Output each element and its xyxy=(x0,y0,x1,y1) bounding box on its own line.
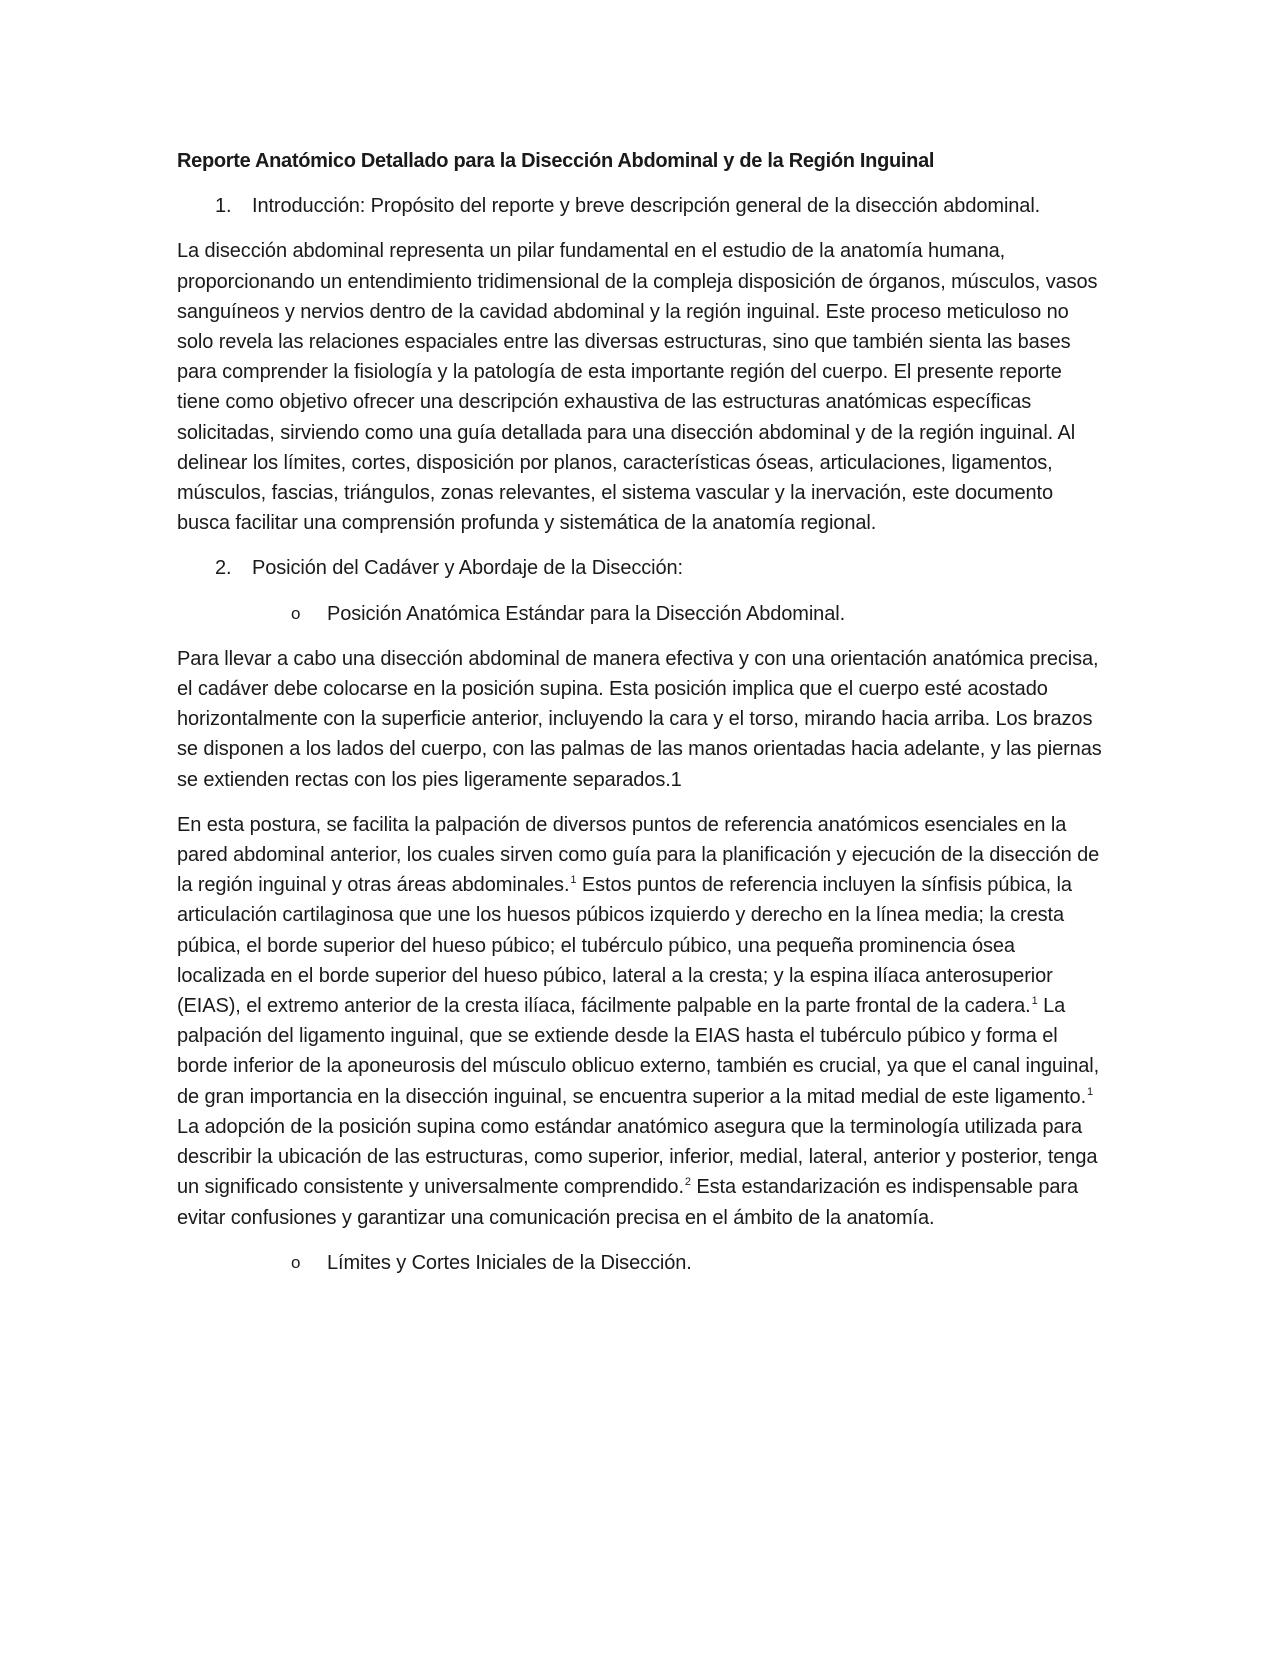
palpation-text-4: La adopción de la posición supina como estándar anatómico asegura que la terminología utilizada para describir la ubicación de las estructuras, como superior, inferior, medial, lateral, anterior y posterior, tenga un significado consistente y universalmente comprendido. xyxy=(177,1115,1098,1199)
document-title: Reporte Anatómico Detallado para la Disección Abdominal y de la Región Inguinal xyxy=(177,150,935,172)
subsection-2-text: Límites y Cortes Iniciales de la Disección. xyxy=(327,1251,692,1274)
bullet-marker: o xyxy=(291,603,301,623)
section-1-heading xyxy=(177,191,1102,221)
bullet-marker: o xyxy=(291,1252,301,1272)
intro-paragraph: La disección abdominal representa un pilar fundamental en el estudio de la anatomía humana, proporcionando un entendimiento tridimensional de la compleja disposición de órganos, músculos, vasos sanguíneos y nervios dentro de la cavidad abdominal y la región inguinal. Este proceso meticuloso no solo revela las relaciones espaciales entre las diversas estructuras, sino que también sienta las bases para comprender la fisiología y la patología de esta importante región del cuerpo. El presente reporte tiene como objetivo ofrecer una descripción exhaustiva de las estructuras anatómicas específicas solicitadas, sirviendo como una guía detallada para una disección abdominal y de la región inguinal. Al delinear los límites, cortes, disposición por planos, características óseas, articulaciones, ligamentos, músculos, fascias, triángulos, zonas relevantes, el sistema vascular y la inervación, este documento busca facilitar una comprensión profunda y sistemática de la anatomía regional. xyxy=(177,240,1098,535)
position-paragraph: Para llevar a cabo una disección abdominal de manera efectiva y con una orientación anatómica precisa, el cadáver debe colocarse en la posición supina. Esta posición implica que el cuerpo esté acostado horizontalmente con la superficie anterior, incluyendo la cara y el torso, mirando hacia arriba. Los brazos se disponen a los lados del cuerpo, con las palmas de las manos orientadas hacia adelante, y las piernas se extienden rectas con los pies ligeramente separados.1 xyxy=(177,647,1102,791)
subsection-2-heading xyxy=(177,1248,1102,1278)
footnote-ref: 2 xyxy=(684,1176,691,1189)
palpation-text-5: Esta estandarización es indispensable para evitar confusiones y garantizar una comunicación precisa en el ámbito de la anatomía. xyxy=(177,1176,1079,1229)
section-2-number: 2. xyxy=(215,557,232,580)
palpation-text-2: Estos puntos de referencia incluyen la sínfisis púbica, la articulación cartilaginosa que une los huesos púbicos izquierdo y derecho en la línea media; la cresta púbica, el borde superior del hueso púbico; el tubérculo púbico, una pequeña prominencia ósea localizada en el borde superior del hueso púbico, lateral a la cresta; y la espina ilíaca anterosuperior (EIAS), el extremo anterior de la cresta ilíaca, fácilmente palpable en la parte frontal de la cadera. xyxy=(177,874,1072,1018)
section-2-text: Posición del Cadáver y Abordaje de la Disección: xyxy=(252,557,684,580)
section-2-heading xyxy=(177,553,1102,583)
footnote-ref: 1 xyxy=(570,874,577,887)
subsection-1-text: Posición Anatómica Estándar para la Disección Abdominal. xyxy=(327,602,846,625)
palpation-paragraph xyxy=(177,810,1102,1233)
palpation-text-1: En esta postura, se facilita la palpación de diversos puntos de referencia anatómicos esenciales en la pared abdominal anterior, los cuales sirven como guía para la planificación y ejecución de la disección de la región inguinal y otras áreas abdominales. xyxy=(177,813,1100,897)
subsection-1-heading xyxy=(177,599,1102,629)
section-1-number: 1. xyxy=(215,195,232,218)
footnote-ref: 1 xyxy=(1087,1085,1094,1098)
palpation-text-3: La palpación del ligamento inguinal, que se extiende desde la EIAS hasta el tubérculo púbico y forma el borde inferior de la aponeurosis del músculo oblicuo externo, también es crucial, ya que el canal inguinal, de gran importancia en la disección inguinal, se encuentra superior a la mitad medial de este ligamento. xyxy=(177,995,1100,1108)
section-1-text: Introducción: Propósito del reporte y breve descripción general de la disección abdominal. xyxy=(252,195,1041,218)
footnote-ref: 1 xyxy=(1031,995,1038,1008)
document-page xyxy=(177,146,1102,1293)
